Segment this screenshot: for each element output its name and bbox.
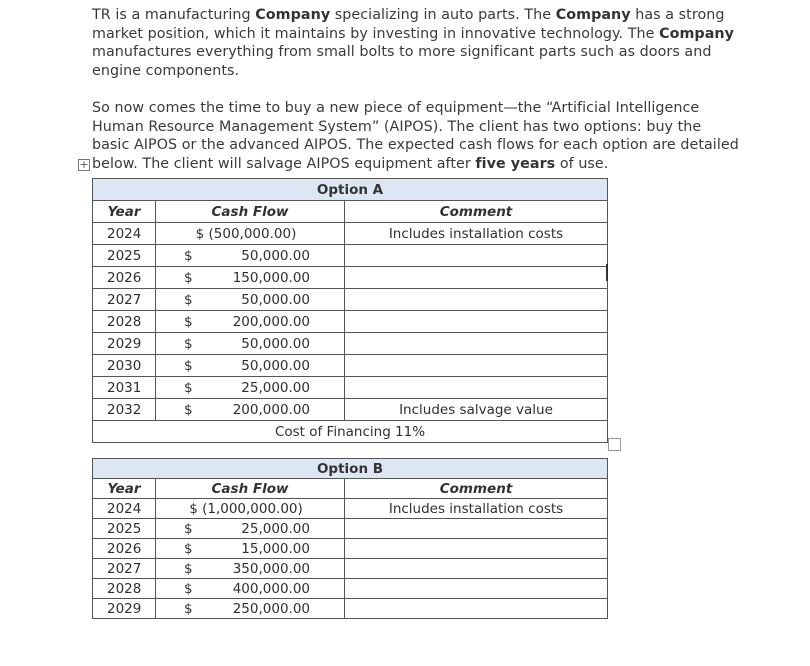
year-cell[interactable]: 2026 xyxy=(93,267,156,289)
cash-flow-cell[interactable] xyxy=(156,579,345,599)
cash-flow-cell[interactable] xyxy=(156,377,345,399)
comment-cell[interactable]: Includes installation costs xyxy=(345,223,608,245)
cash-amount: 400,000.00 xyxy=(232,580,310,597)
option-a-title: Option A xyxy=(93,179,608,201)
dollar-sign: $ xyxy=(184,560,193,577)
table-row xyxy=(93,399,608,421)
dollar-sign: $ xyxy=(184,269,193,286)
cash-flow-cell[interactable] xyxy=(156,223,345,245)
year-cell[interactable]: 2027 xyxy=(93,289,156,311)
move-handle-icon[interactable]: + xyxy=(79,158,89,171)
year-cell[interactable]: 2025 xyxy=(93,519,156,539)
option-a-table xyxy=(92,178,608,443)
cash-amount: 150,000.00 xyxy=(232,269,310,286)
dollar-sign: $ xyxy=(184,291,193,308)
dollar-sign: $ xyxy=(184,357,193,374)
cash-flow-cell[interactable] xyxy=(156,539,345,559)
table-row xyxy=(93,355,608,377)
year-cell[interactable]: 2031 xyxy=(93,377,156,399)
table-cell-cursor xyxy=(606,264,608,281)
dollar-sign: $ xyxy=(184,379,193,396)
dollar-sign: $ xyxy=(184,401,193,418)
equipment-paragraph: So now comes the time to buy a new piece of equipment—the “Artificial Intelligence Human Resource Management System” (AIPOS). The client has two options: buy the basic AIPOS or the advanced AIPOS. The expected cash flows for each option are detailed below. The client will salvage AIPOS equipment after five years of use. xyxy=(92,100,739,172)
table-row xyxy=(93,223,608,245)
comment-cell[interactable]: Includes installation costs xyxy=(345,499,608,519)
cash-flow-cell[interactable] xyxy=(156,499,345,519)
cash-flow-cell[interactable] xyxy=(156,289,345,311)
cash-amount: 50,000.00 xyxy=(241,247,310,264)
dollar-sign: $ xyxy=(184,540,193,557)
dollar-sign: $ xyxy=(184,600,193,617)
year-cell[interactable]: 2024 xyxy=(93,223,156,245)
comment-cell[interactable] xyxy=(345,539,608,559)
cash-amount: $ (1,000,000.00) xyxy=(189,500,303,517)
table-row xyxy=(93,539,608,559)
cash-amount: 200,000.00 xyxy=(232,401,310,418)
table-row xyxy=(93,499,608,519)
comment-cell[interactable] xyxy=(345,267,608,289)
table-row xyxy=(93,289,608,311)
cash-amount: 200,000.00 xyxy=(232,313,310,330)
comment-cell[interactable] xyxy=(345,355,608,377)
comment-cell[interactable] xyxy=(345,245,608,267)
cash-amount: 50,000.00 xyxy=(241,335,310,352)
option-b-table xyxy=(92,458,608,619)
year-header: Year xyxy=(93,201,156,223)
cash-amount: $ (500,000.00) xyxy=(195,225,297,242)
year-cell[interactable]: 2029 xyxy=(93,333,156,355)
table-row xyxy=(93,559,608,579)
cash-flow-cell[interactable] xyxy=(156,311,345,333)
dollar-sign: $ xyxy=(184,335,193,352)
cash-flow-cell[interactable] xyxy=(156,245,345,267)
dollar-sign: $ xyxy=(184,520,193,537)
cash-flow-header: Cash Flow xyxy=(156,479,345,499)
comment-cell[interactable] xyxy=(345,377,608,399)
table-row xyxy=(93,245,608,267)
dollar-sign: $ xyxy=(184,313,193,330)
year-cell[interactable]: 2030 xyxy=(93,355,156,377)
cash-flow-cell[interactable] xyxy=(156,267,345,289)
cash-flow-header: Cash Flow xyxy=(156,201,345,223)
resize-handle-icon[interactable] xyxy=(608,438,621,451)
table-row xyxy=(93,267,608,289)
year-cell[interactable]: 2027 xyxy=(93,559,156,579)
comment-cell[interactable] xyxy=(345,579,608,599)
year-cell[interactable]: 2026 xyxy=(93,539,156,559)
table-row xyxy=(93,333,608,355)
comment-cell[interactable] xyxy=(345,311,608,333)
cash-amount: 15,000.00 xyxy=(241,540,310,557)
intro-paragraph: TR is a manufacturing Company specializing in auto parts. The Company has a strong market position, which it maintains by investing in innovative technology. The Company manufactures everything from small bolts to more significant parts such as doors and engine components. xyxy=(92,7,735,79)
cash-amount: 350,000.00 xyxy=(232,560,310,577)
table-row xyxy=(93,519,608,539)
comment-cell[interactable] xyxy=(345,559,608,579)
year-cell[interactable]: 2024 xyxy=(93,499,156,519)
comment-cell[interactable]: Includes salvage value xyxy=(345,399,608,421)
comment-cell[interactable] xyxy=(345,599,608,619)
comment-header: Comment xyxy=(345,479,608,499)
comment-cell[interactable] xyxy=(345,333,608,355)
table-row xyxy=(93,377,608,399)
cash-flow-cell[interactable] xyxy=(156,519,345,539)
cash-amount: 50,000.00 xyxy=(241,291,310,308)
year-cell[interactable]: 2028 xyxy=(93,579,156,599)
cash-amount: 50,000.00 xyxy=(241,357,310,374)
cash-flow-cell[interactable] xyxy=(156,399,345,421)
cost-of-financing: Cost of Financing 11% xyxy=(93,421,608,443)
comment-cell[interactable] xyxy=(345,289,608,311)
year-header: Year xyxy=(93,479,156,499)
cash-flow-cell[interactable] xyxy=(156,333,345,355)
year-cell[interactable]: 2025 xyxy=(93,245,156,267)
year-cell[interactable]: 2032 xyxy=(93,399,156,421)
table-row xyxy=(93,311,608,333)
comment-cell[interactable] xyxy=(345,519,608,539)
cash-flow-cell[interactable] xyxy=(156,599,345,619)
dollar-sign: $ xyxy=(184,580,193,597)
year-cell[interactable]: 2029 xyxy=(93,599,156,619)
cash-amount: 25,000.00 xyxy=(241,379,310,396)
option-b-title: Option B xyxy=(93,459,608,479)
cash-flow-cell[interactable] xyxy=(156,559,345,579)
cash-amount: 25,000.00 xyxy=(241,520,310,537)
dollar-sign: $ xyxy=(184,247,193,264)
year-cell[interactable]: 2028 xyxy=(93,311,156,333)
cash-amount: 250,000.00 xyxy=(232,600,310,617)
table-row xyxy=(93,579,608,599)
table-row xyxy=(93,599,608,619)
cash-flow-cell[interactable] xyxy=(156,355,345,377)
comment-header: Comment xyxy=(345,201,608,223)
